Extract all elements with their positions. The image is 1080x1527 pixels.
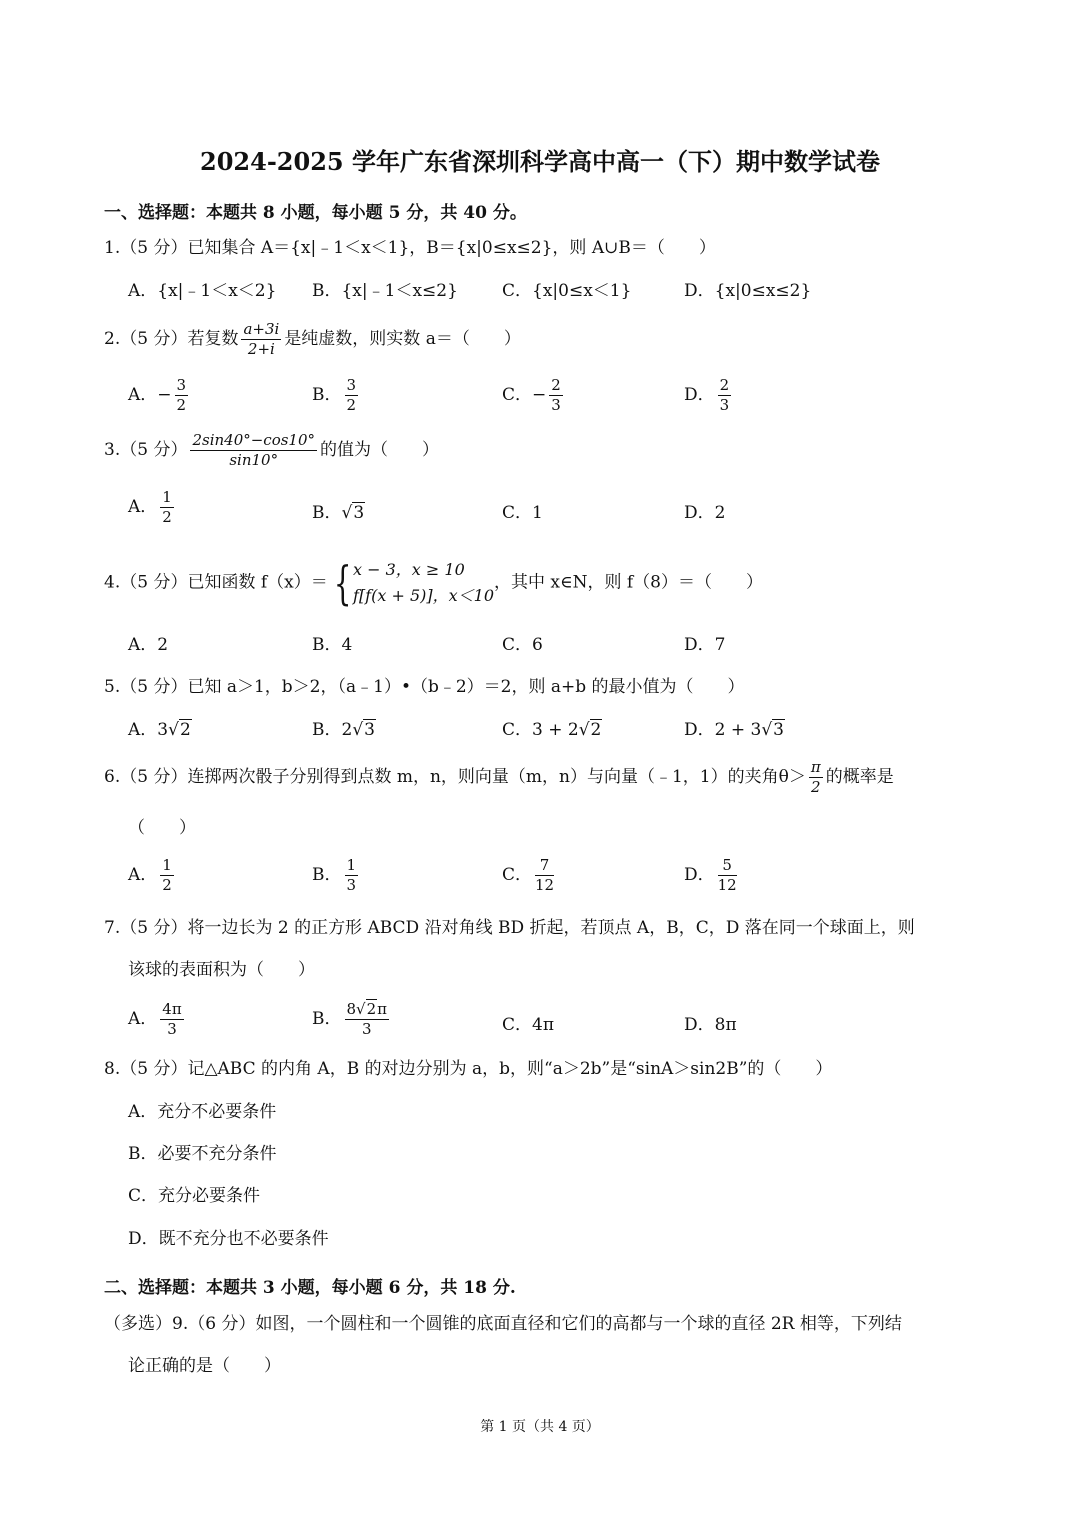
- sqrt-sign: √2: [578, 720, 602, 740]
- left-brace: {: [333, 556, 352, 610]
- option-label: C．3 + 2: [502, 720, 579, 740]
- question-3-suffix: 的值为（ ）: [320, 440, 440, 460]
- question-5-option-d: [684, 722, 785, 739]
- question-2-fraction: [241, 322, 281, 357]
- option-fraction: [160, 490, 174, 525]
- question-4-option-b: B．4: [312, 635, 353, 655]
- question-3-stem: [104, 433, 439, 468]
- question-2-option-b: [312, 378, 361, 413]
- question-8-stem: 8.（5 分）记△ABC 的内角 A，B 的对边分别为 a，b，则“a＞2b”是“sinA＞sin2B”的（ ）: [104, 1059, 833, 1079]
- question-5-option-b: [312, 722, 376, 739]
- question-2-option-a: [128, 378, 191, 413]
- fraction-numerator: π: [810, 758, 821, 776]
- option-fraction: [345, 858, 359, 893]
- option-fraction: [718, 858, 737, 893]
- question-3-prefix: 3.（5 分）: [104, 440, 188, 460]
- option-fraction: [160, 1002, 183, 1037]
- question-4-option-d: D．7: [684, 635, 726, 655]
- option-label: B．: [312, 503, 342, 523]
- fraction-denominator: 2: [346, 396, 357, 414]
- question-1-option-a: A．{x|﹣1＜x＜2}: [128, 281, 277, 301]
- question-6-suffix: 的概率是: [825, 767, 894, 787]
- option-label: B．: [312, 1009, 342, 1029]
- question-7-option-b: [312, 1002, 392, 1037]
- fraction-denominator: 12: [535, 876, 555, 894]
- sqrt-sign: √2: [356, 1000, 377, 1018]
- question-2-suffix: 是纯虚数，则实数 a＝（ ）: [284, 329, 521, 349]
- option-label: A．: [128, 497, 158, 517]
- question-4-suffix: ，其中 x∈N，则 f（8）＝（ ）: [494, 572, 763, 593]
- option-label: D．2 + 3: [684, 720, 762, 740]
- page-title: 2024-2025 学年广东省深圳科学高中高一（下）期中数学试卷: [200, 147, 880, 176]
- case-1: x − 3，x ≥ 10: [353, 560, 465, 579]
- question-7-line-2: 该球的表面积为（ ）: [128, 960, 315, 980]
- option-label: B．2: [312, 720, 353, 740]
- sqrt-sign: √2: [168, 720, 191, 740]
- question-7-option-c: C．4π: [502, 1015, 554, 1035]
- fraction-denominator: 2: [176, 396, 187, 414]
- radicand: 2: [366, 1000, 377, 1018]
- fraction-numerator: 2: [719, 376, 730, 394]
- fraction-denominator: 2: [811, 778, 821, 796]
- fraction-denominator: 3: [551, 396, 561, 414]
- option-label: A．: [128, 865, 158, 885]
- question-6-fraction: [809, 760, 823, 795]
- sqrt-sign: √3: [352, 720, 375, 740]
- case-2: f[f(x + 5)]，x＜10: [353, 586, 494, 605]
- radicand: 3: [773, 720, 784, 740]
- option-fraction: [345, 378, 359, 413]
- option-fraction: [160, 858, 174, 893]
- piecewise-cases: [353, 557, 494, 609]
- fraction-numerator: 7: [535, 858, 554, 876]
- question-8-option-c: C．充分必要条件: [128, 1186, 261, 1206]
- option-fraction: [175, 378, 189, 413]
- fraction-denominator: 2+i: [247, 340, 275, 358]
- question-6-prefix: 6.（5 分）连掷两次骰子分别得到点数 m，n，则向量（m，n）与向量（﹣1，1）的夹角θ＞: [104, 767, 806, 787]
- section-2-heading: 二、选择题：本题共 3 小题，每小题 6 分，共 18 分.: [104, 1278, 516, 1298]
- question-7-option-d: D．8π: [684, 1015, 737, 1035]
- fraction-numerator: 3: [176, 376, 187, 394]
- question-2-option-d: [684, 378, 734, 413]
- question-3-option-c: C．1: [502, 503, 543, 523]
- fraction-denominator: 2: [162, 876, 172, 894]
- question-5-option-c: [502, 722, 602, 739]
- question-1-option-c: C．{x|0≤x＜1}: [502, 281, 632, 301]
- fraction-numerator: 1: [162, 488, 172, 506]
- option-fraction: [535, 858, 554, 893]
- question-4-option-c: C．6: [502, 635, 543, 655]
- fraction-numerator: 3: [346, 376, 357, 394]
- option-fraction: [718, 378, 732, 413]
- option-label: B．: [312, 865, 342, 885]
- fraction-denominator: 3: [361, 1020, 372, 1038]
- fraction-denominator: 3: [346, 876, 357, 894]
- page-footer: 第 1 页（共 4 页）: [480, 1419, 600, 1435]
- sqrt-sign: √3: [761, 720, 784, 740]
- option-label: A．3: [128, 720, 169, 740]
- radicand: 3: [364, 720, 375, 740]
- option-label: A．: [128, 385, 158, 405]
- option-label: C．: [502, 385, 533, 405]
- question-7-line-1: 7.（5 分）将一边长为 2 的正方形 ABCD 沿对角线 BD 折起，若顶点 A，B，C，D 落在同一个球面上，则: [104, 918, 915, 938]
- numerator-coefficient: 8: [346, 1000, 357, 1018]
- question-5-stem: 5.（5 分）已知 a＞1，b＞2，（a﹣1）•（b﹣2）＝2，则 a+b 的最小值为（ ）: [104, 677, 745, 697]
- question-8-option-d: D．既不充分也不必要条件: [128, 1229, 329, 1249]
- question-6-option-a: [128, 858, 177, 893]
- question-4-option-a: A．2: [128, 635, 169, 655]
- question-3-option-b: [312, 505, 365, 522]
- option-label: D．: [684, 865, 715, 885]
- fraction-numerator: [345, 1002, 390, 1020]
- question-6-line-1: [104, 760, 894, 795]
- question-8-option-a: A．充分不必要条件: [128, 1102, 277, 1122]
- radicand: 2: [590, 720, 602, 740]
- question-4-stem: [104, 557, 763, 609]
- radicand: 2: [179, 720, 191, 740]
- fraction-numerator: 4π: [162, 1000, 182, 1018]
- question-6-option-b: [312, 858, 361, 893]
- question-9-line-2: 论正确的是（ ）: [128, 1356, 281, 1376]
- radicand: 3: [353, 503, 365, 523]
- question-1-option-d: D．{x|0≤x≤2}: [684, 281, 812, 301]
- option-label: D．: [684, 385, 715, 405]
- fraction-numerator: 2sin40°−cos10°: [192, 431, 316, 449]
- question-3-fraction: [190, 433, 317, 468]
- option-sign: −: [157, 385, 172, 405]
- question-1-stem: 1.（5 分）已知集合 A＝{x|﹣1＜x＜1}，B＝{x|0≤x≤2}，则 A∪B＝（ ）: [104, 238, 716, 258]
- option-fraction: [345, 1002, 390, 1037]
- numerator-pi: π: [377, 1000, 388, 1018]
- section-1-heading: 一、选择题：本题共 8 小题，每小题 5 分，共 40 分。: [104, 203, 527, 223]
- fraction-denominator: 2: [162, 508, 172, 526]
- question-2-option-c: [502, 378, 566, 413]
- question-2-stem: [104, 322, 521, 357]
- fraction-denominator: 3: [719, 396, 730, 414]
- question-6-option-d: [684, 858, 740, 893]
- question-3-option-a: [128, 490, 177, 525]
- fraction-numerator: 1: [346, 856, 357, 874]
- question-8-option-b: B．必要不充分条件: [128, 1144, 277, 1164]
- fraction-numerator: 1: [162, 856, 172, 874]
- option-label: B．: [312, 385, 342, 405]
- sqrt-sign: √3: [341, 503, 365, 523]
- fraction-numerator: 2: [551, 376, 561, 394]
- question-3-option-d: D．2: [684, 503, 726, 523]
- question-6-option-c: [502, 858, 557, 893]
- fraction-denominator: 12: [717, 876, 737, 894]
- question-6-line-2: （ ）: [128, 818, 196, 838]
- option-sign: −: [532, 385, 547, 405]
- fraction-numerator: 5: [718, 858, 737, 876]
- question-4-prefix: 4.（5 分）已知函数 f（x）＝: [104, 572, 328, 593]
- option-label: C．: [502, 865, 533, 885]
- question-9-line-1: （多选）9.（6 分）如图，一个圆柱和一个圆锥的底面直径和它们的高都与一个球的直径 2R 相等，下列结: [104, 1314, 902, 1334]
- question-1-option-b: B．{x|﹣1＜x≤2}: [312, 281, 458, 301]
- fraction-numerator: a+3i: [243, 320, 280, 338]
- fraction-denominator: 3: [167, 1020, 177, 1038]
- question-2-prefix: 2.（5 分）若复数: [104, 329, 239, 349]
- question-7-option-a: [128, 1002, 187, 1037]
- question-5-option-a: [128, 722, 192, 739]
- option-label: A．: [128, 1009, 158, 1029]
- option-fraction: [549, 378, 563, 413]
- fraction-denominator: sin10°: [229, 451, 279, 469]
